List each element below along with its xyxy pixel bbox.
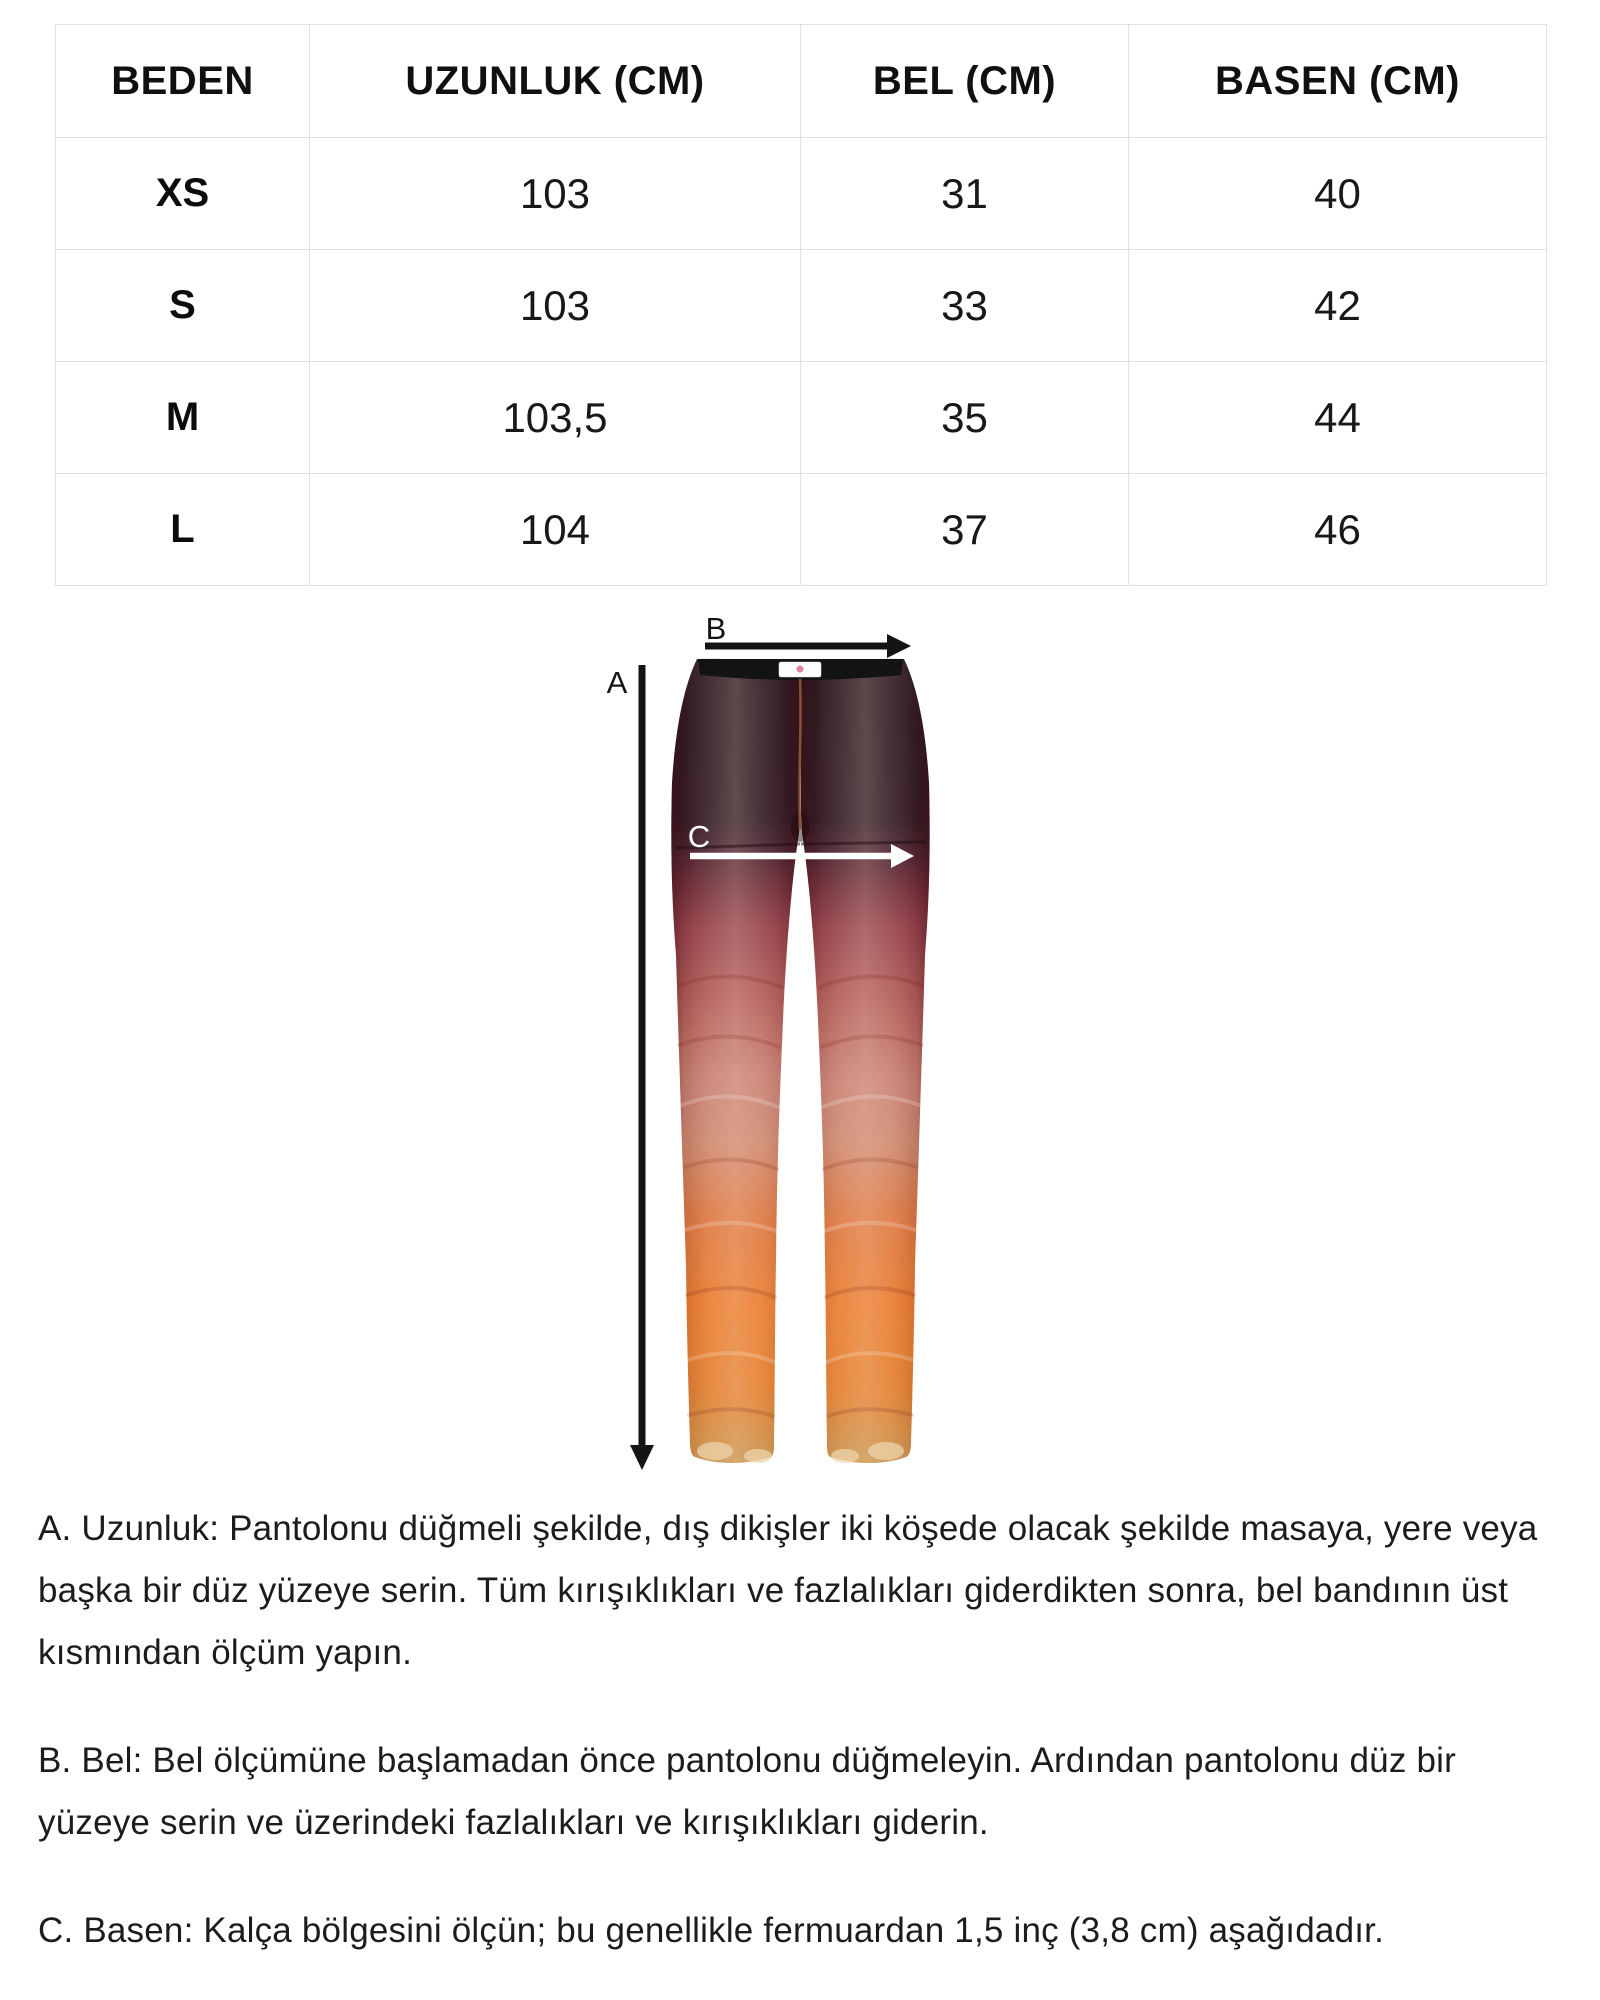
col-header-basen: BASEN (CM) <box>1129 25 1547 138</box>
hip-arrow-label: C <box>687 819 711 854</box>
size-chart-table <box>55 24 1547 586</box>
bel-cell: 33 <box>801 250 1129 362</box>
size-cell: M <box>56 362 310 474</box>
size-cell: XS <box>56 138 310 250</box>
instruction-a: A. Uzunluk: Pantolonu düğmeli şekilde, dış dikişler iki köşede olacak şekilde masaya, yere veya başka bir düz yüzeye serin. Tüm kırışıklıkları ve fazlalıkları giderdikten sonra, bel bandının üst kısmından ölçüm yapın. <box>38 1509 1538 1672</box>
bel-cell: 35 <box>801 362 1129 474</box>
uzunluk-cell: 103 <box>310 250 801 362</box>
arrow-down-icon <box>630 1445 654 1470</box>
col-header-uzunluk: UZUNLUK (CM) <box>310 25 801 138</box>
table-row-l <box>56 474 1547 586</box>
instruction-b: B. Bel: Bel ölçümüne başlamadan önce pantolonu düğmeleyin. Ardından pantolonu düz bir yüzeye serin ve üzerindeki fazlalıkları ve kırışıklıkları giderin. <box>38 1741 1456 1842</box>
basen-cell: 46 <box>1129 474 1547 586</box>
brand-tag-logo <box>797 666 804 673</box>
uzunluk-cell: 104 <box>310 474 801 586</box>
waist-arrow-label: B <box>705 615 727 646</box>
bel-cell: 37 <box>801 474 1129 586</box>
length-arrow-label: A <box>606 665 628 700</box>
front-seam <box>799 679 800 829</box>
table-header-row <box>56 25 1547 138</box>
basen-cell: 40 <box>1129 138 1547 250</box>
length-arrow-a <box>607 665 654 1470</box>
size-cell: S <box>56 250 310 362</box>
measurement-instructions <box>38 1498 1562 1962</box>
uzunluk-cell: 103,5 <box>310 362 801 474</box>
size-cell: L <box>56 474 310 586</box>
bel-cell: 31 <box>801 138 1129 250</box>
col-header-bel: BEL (CM) <box>801 25 1129 138</box>
uzunluk-cell: 103 <box>310 138 801 250</box>
arrow-right-icon <box>887 634 911 658</box>
table-row-s <box>56 250 1547 362</box>
basen-cell: 44 <box>1129 362 1547 474</box>
waist-arrow-b <box>705 615 911 658</box>
table-row-m <box>56 362 1547 474</box>
table-row-xs <box>56 138 1547 250</box>
col-header-beden: BEDEN <box>56 25 310 138</box>
basen-cell: 42 <box>1129 250 1547 362</box>
measurement-diagram <box>595 615 955 1485</box>
instruction-c: C. Basen: Kalça bölgesini ölçün; bu genellikle fermuardan 1,5 inç (3,8 cm) aşağıdadır. <box>38 1911 1385 1950</box>
pants-illustration <box>671 659 929 1463</box>
